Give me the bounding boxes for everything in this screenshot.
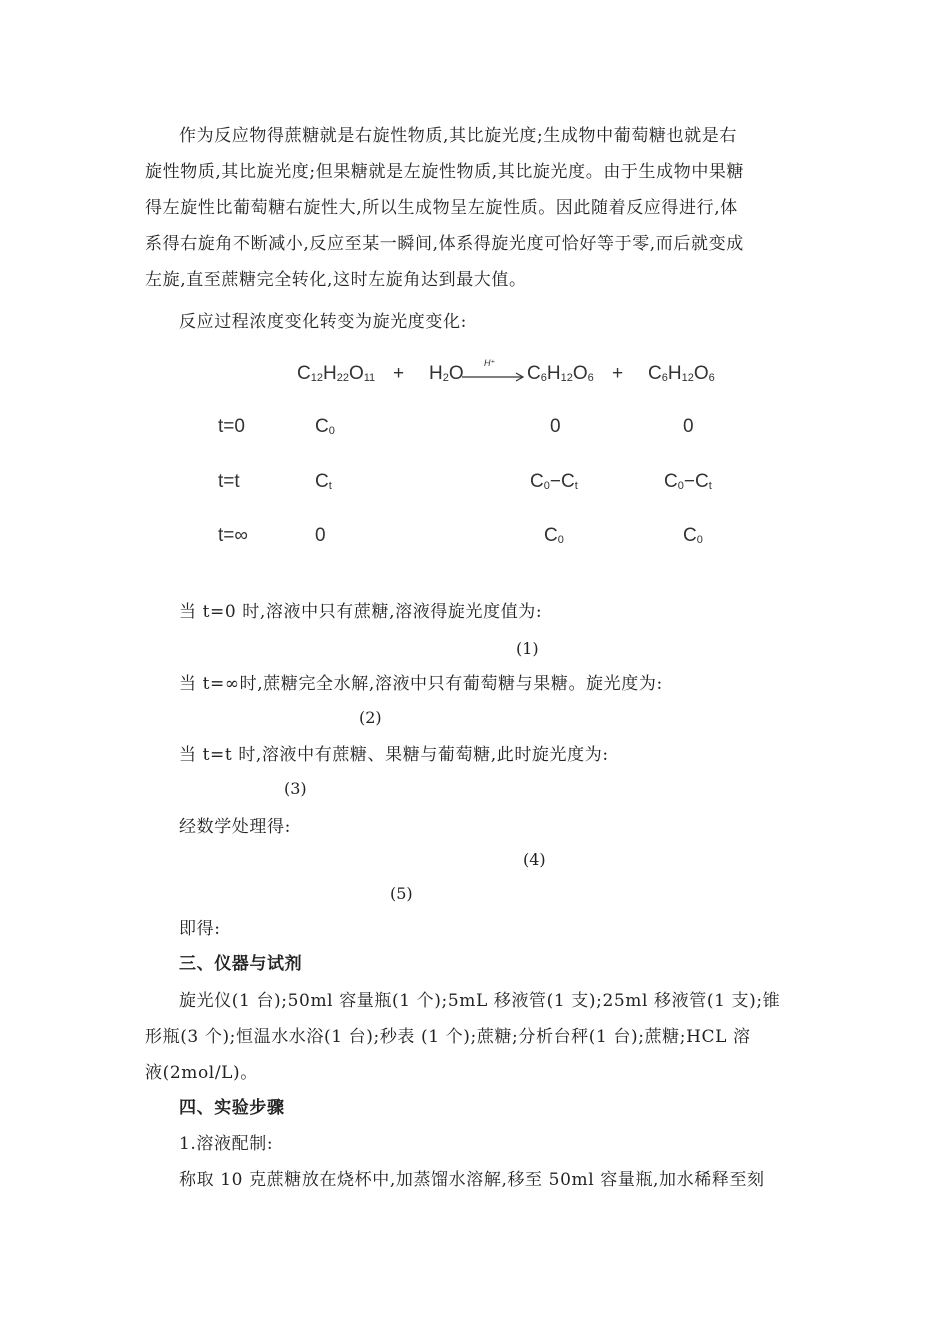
intro-line: 旋性物质,其比旋光度;但果糖就是左旋性物质,其比旋光度。由于生成物中果糖: [145, 162, 745, 182]
intro-line: 系得右旋角不断减小,反应至某一瞬间,体系得旋光度可恰好等于零,而后就变成: [145, 234, 744, 254]
table-cell: $C_0-C_t$: [664, 471, 712, 492]
table-cell: $C_0-C_t$: [530, 471, 578, 492]
reaction-arrow-icon: [462, 371, 526, 383]
catalyst-label: H⁺: [484, 358, 496, 368]
water-formula: $H_2O$: [429, 363, 464, 384]
equation-number: (2): [359, 708, 382, 727]
fructose-formula: $C_6H_{12}O_6$: [648, 363, 715, 384]
equation-number: (1): [516, 639, 539, 658]
plus-sign: +: [393, 363, 405, 384]
time-label: t=0: [218, 416, 245, 437]
table-cell: $C_0$: [683, 525, 703, 546]
table-cell: $C_0$: [315, 416, 335, 437]
tinf-text: 当 t=∞时,蔗糖完全水解,溶液中只有葡萄糖与果糖。旋光度为:: [179, 674, 663, 694]
reagents-line: 液(2mol/L)。: [145, 1063, 258, 1083]
intro-line: 左旋,直至蔗糖完全转化,这时左旋角达到最大值。: [145, 270, 527, 290]
table-cell: 0: [550, 416, 561, 437]
math-text: 经数学处理得:: [179, 817, 291, 837]
plus-sign: +: [612, 363, 624, 384]
tt-text: 当 t=t 时,溶液中有蔗糖、果糖与葡萄糖,此时旋光度为:: [179, 745, 609, 765]
intro-paragraph: [145, 118, 805, 298]
intro-line: 得左旋性比葡萄糖右旋性大,所以生成物呈左旋性质。因此随着反应得进行,体: [145, 198, 738, 218]
intro-line: 作为反应物得蔗糖就是右旋性物质,其比旋光度;生成物中葡萄糖也就是右: [179, 126, 737, 146]
t0-text: 当 t=0 时,溶液中只有蔗糖,溶液得旋光度值为:: [179, 602, 543, 622]
time-label: t=t: [218, 471, 240, 492]
table-cell: 0: [683, 416, 694, 437]
section-heading: 四、实验步骤: [179, 1098, 285, 1118]
table-cell: $C_t$: [315, 471, 332, 492]
reagents-paragraph: [145, 983, 805, 1091]
glucose-formula: $C_6H_{12}O_6$: [527, 363, 594, 384]
step-text: 称取 10 克蔗糖放在烧杯中,加蒸馏水溶解,移至 50ml 容量瓶,加水稀释至刻: [179, 1170, 765, 1190]
time-label: t=∞: [218, 525, 248, 546]
step-title: 1.溶液配制:: [179, 1134, 274, 1154]
result-text: 即得:: [179, 919, 221, 939]
reagents-line: 形瓶(3 个);恒温水水浴(1 台);秒表 (1 个);蔗糖;分析台秤(1 台);蔗糖;HCL 溶: [145, 1027, 751, 1047]
sucrose-formula: $C_{12}H_{22}O_{11}$: [297, 363, 376, 384]
equation-number: (3): [284, 779, 307, 798]
section-heading: 三、仪器与试剂: [179, 954, 303, 974]
equation-number: (5): [390, 884, 413, 903]
table-cell: $C_0$: [544, 525, 564, 546]
equation-number: (4): [523, 850, 546, 869]
table-cell: 0: [315, 525, 326, 546]
transition-text: 反应过程浓度变化转变为旋光度变化:: [179, 312, 467, 332]
reagents-line: 旋光仪(1 台);50ml 容量瓶(1 个);5mL 移液管(1 支);25ml 移液管(1 支);锥: [179, 991, 781, 1011]
